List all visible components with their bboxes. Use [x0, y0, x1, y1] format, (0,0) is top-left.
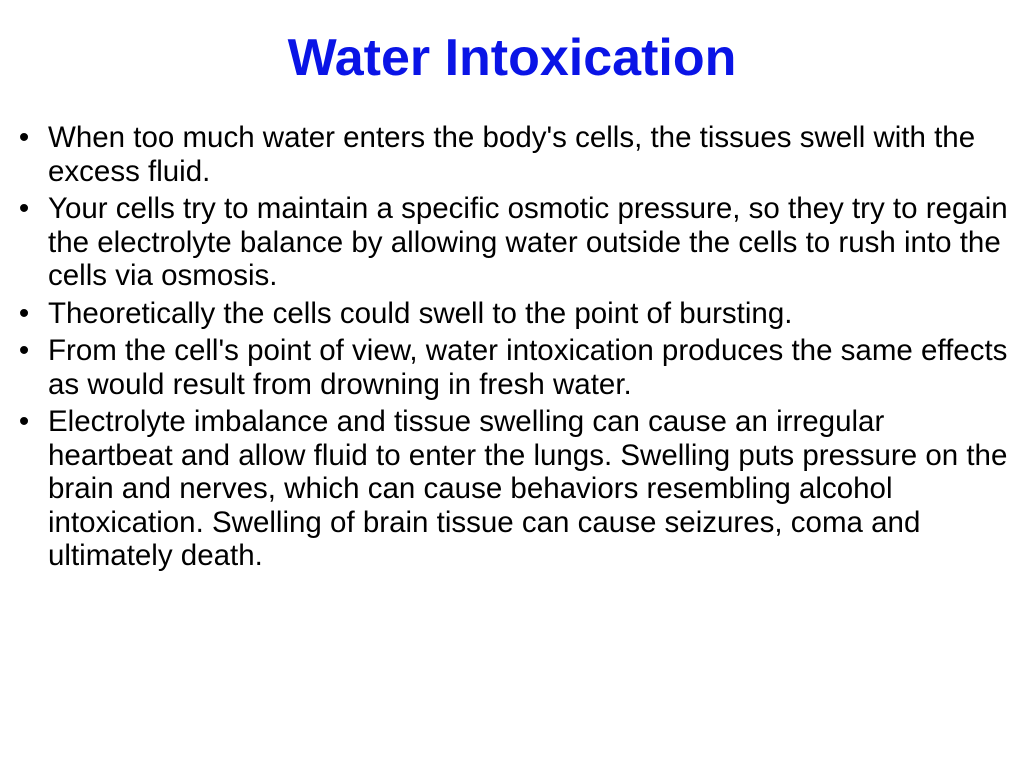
bullet-item [12, 297, 1012, 331]
bullet-marker: • [18, 405, 30, 438]
bullet-text: Theoretically the cells could swell to the point of bursting. [48, 296, 793, 330]
bullet-text: Your cells try to maintain a specific osmotic pressure, so they try to regain the electrolyte balance by allowing water outside the cells to rush into the cells via osmosis. [48, 192, 1008, 292]
bullet-item [12, 405, 1012, 573]
bullet-marker: • [18, 334, 30, 367]
bullet-item [12, 334, 1012, 401]
bullet-marker: • [18, 296, 30, 330]
bullet-item [12, 121, 1012, 188]
bullet-marker: • [18, 192, 30, 225]
bullet-text: Electrolyte imbalance and tissue swelling can cause an irregular heartbeat and allow fluid to enter the lungs. Swelling puts pressure on the brain and nerves, which can cause behaviors resembling alcohol intoxication. Swelling of brain tissue can cause seizures, coma and ultimately death. [48, 405, 1008, 572]
bullet-marker: • [18, 121, 30, 154]
bullet-list [12, 121, 1012, 577]
bullet-item [12, 192, 1012, 293]
bullet-text: From the cell's point of view, water intoxication produces the same effects as would result from drowning in fresh water. [48, 334, 1008, 401]
slide-title: Water Intoxication [287, 29, 737, 87]
bullet-text: When too much water enters the body's cells, the tissues swell with the excess fluid. [48, 121, 976, 188]
